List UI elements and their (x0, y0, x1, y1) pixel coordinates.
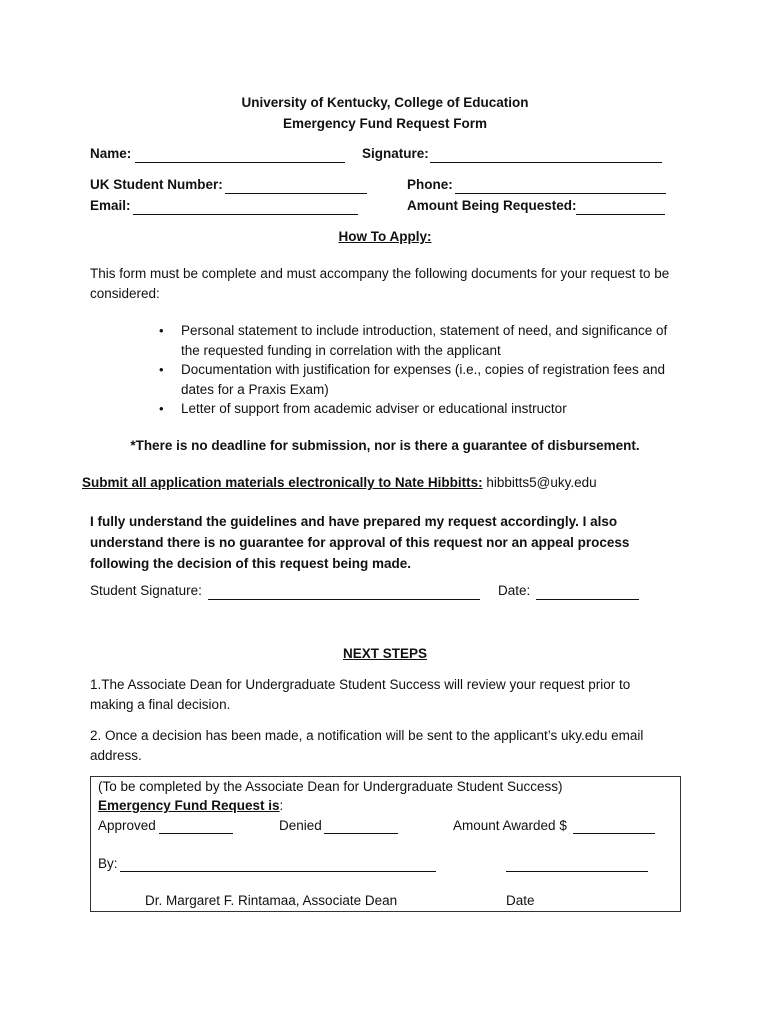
phone-field[interactable] (455, 193, 666, 194)
name-label: Name: (90, 146, 132, 161)
dean-name: Dr. Margaret F. Rintamaa, Associate Dean (145, 893, 398, 908)
office-use-note: (To be completed by the Associate Dean for Undergraduate Student Success) (98, 779, 563, 794)
list-item-text: Personal statement to include introduction, statement of need, and significance of the requested funding in correlation with the applicant (181, 323, 668, 358)
by-label: By: (98, 856, 118, 871)
deadline-notice: *There is no deadline for submission, nor is there a guarantee of disbursement. (130, 438, 640, 453)
submit-instructions (82, 475, 597, 490)
dean-date-field[interactable] (506, 871, 648, 872)
denied-label: Denied (279, 818, 322, 833)
student-number-label: UK Student Number: (90, 177, 223, 192)
bullet-icon: • (159, 401, 164, 416)
bullet-icon: • (159, 362, 164, 377)
denied-field[interactable] (324, 833, 398, 834)
email-label: Email: (90, 198, 131, 213)
list-item-text: Letter of support from academic adviser or educational instructor (181, 401, 567, 416)
student-signature-field[interactable] (208, 599, 480, 600)
date-label: Date: (498, 583, 531, 598)
signature-field[interactable] (430, 162, 662, 163)
request-status-label: Emergency Fund Request is (98, 798, 280, 813)
submit-label: Submit all application materials electronically to Nate Hibbitts: (82, 475, 483, 490)
next-step-2: 2. Once a decision has been made, a notification will be sent to the applicant’s uky.edu email address. (90, 728, 644, 763)
student-number-field[interactable] (225, 193, 367, 194)
submit-email[interactable]: hibbitts5@uky.edu (486, 475, 597, 490)
name-field[interactable] (135, 162, 345, 163)
amount-awarded-label: Amount Awarded $ (453, 818, 567, 833)
required-documents-list (158, 321, 678, 419)
bullet-icon: • (159, 323, 164, 338)
approved-label: Approved (98, 818, 156, 833)
amount-awarded-field[interactable] (573, 833, 655, 834)
list-item-text: Documentation with justification for expenses (i.e., copies of registration fees and dates for a Praxis Exam) (181, 362, 666, 397)
next-step-1: 1.The Associate Dean for Undergraduate Student Success will review your request prior to making a final decision. (90, 677, 631, 712)
office-use-box (90, 776, 681, 912)
next-steps-heading: NEXT STEPS (342, 646, 428, 661)
phone-label: Phone: (407, 177, 453, 192)
date-field[interactable] (536, 599, 639, 600)
amount-requested-label: Amount Being Requested: (407, 198, 577, 213)
approved-field[interactable] (159, 833, 233, 834)
dean-signature-field[interactable] (120, 871, 436, 872)
acknowledgement-text: I fully understand the guidelines and have prepared my request accordingly. I also understand there is no guarantee for approval of this request nor an appeal process following the decision of this request being made. (90, 514, 630, 571)
list-item (158, 399, 678, 419)
request-status-colon: : (279, 798, 284, 813)
email-field[interactable] (133, 214, 358, 215)
how-to-apply-intro: This form must be complete and must accompany the following documents for your request to be considered: (90, 266, 670, 301)
student-signature-label: Student Signature: (90, 583, 202, 598)
how-to-apply-heading: How To Apply: (338, 229, 432, 244)
amount-requested-field[interactable] (576, 214, 665, 215)
institution-title: University of Kentucky, College of Education (241, 95, 529, 110)
date-caption: Date (506, 893, 535, 908)
signature-label: Signature: (362, 146, 429, 161)
list-item (158, 321, 678, 360)
request-status-heading (98, 798, 283, 813)
list-item (158, 360, 678, 399)
form-title: Emergency Fund Request Form (282, 116, 488, 131)
